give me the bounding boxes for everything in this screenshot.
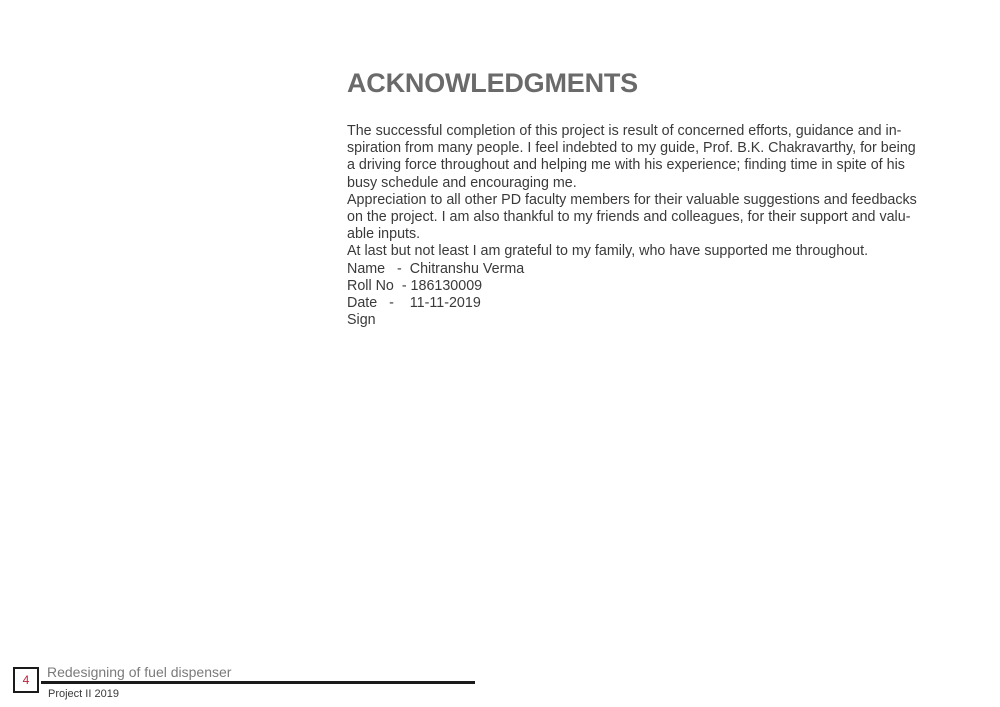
- paragraph-guide: The successful completion of this project is result of concerned efforts, guidance and in-spiration from many people. I feel indebted to my guide, Prof. B.K. Chakravarthy, for being a driving force throughout and helping me with his experience; finding time in spite of his busy schedule and encouraging me.: [347, 123, 916, 191]
- footer-divider: [41, 681, 475, 684]
- acknowledgments-section: [347, 66, 927, 329]
- footer-project-title: Redesigning of fuel dispenser: [47, 664, 232, 680]
- date-field: Date - 11-11-2019: [347, 295, 481, 312]
- footer-project-subtitle: Project II 2019: [48, 688, 119, 700]
- page-title: ACKNOWLEDGMENTS: [347, 68, 638, 98]
- paragraph-family: At last but not least I am grateful to my family, who have supported me throughout.: [347, 243, 869, 260]
- name-field: Name - Chitranshu Verma: [347, 260, 525, 277]
- paragraph-faculty: Appreciation to all other PD faculty members for their valuable suggestions and feedbacks on the project. I am also thankful to my friends and colleagues, for their support and valu-able inputs.: [347, 191, 917, 243]
- roll-no-field: Roll No - 186130009: [347, 277, 483, 294]
- acknowledgments-body: [347, 123, 927, 329]
- page-number-box: [13, 667, 39, 693]
- sign-field: Sign: [347, 312, 376, 329]
- page-number: 4: [22, 673, 30, 687]
